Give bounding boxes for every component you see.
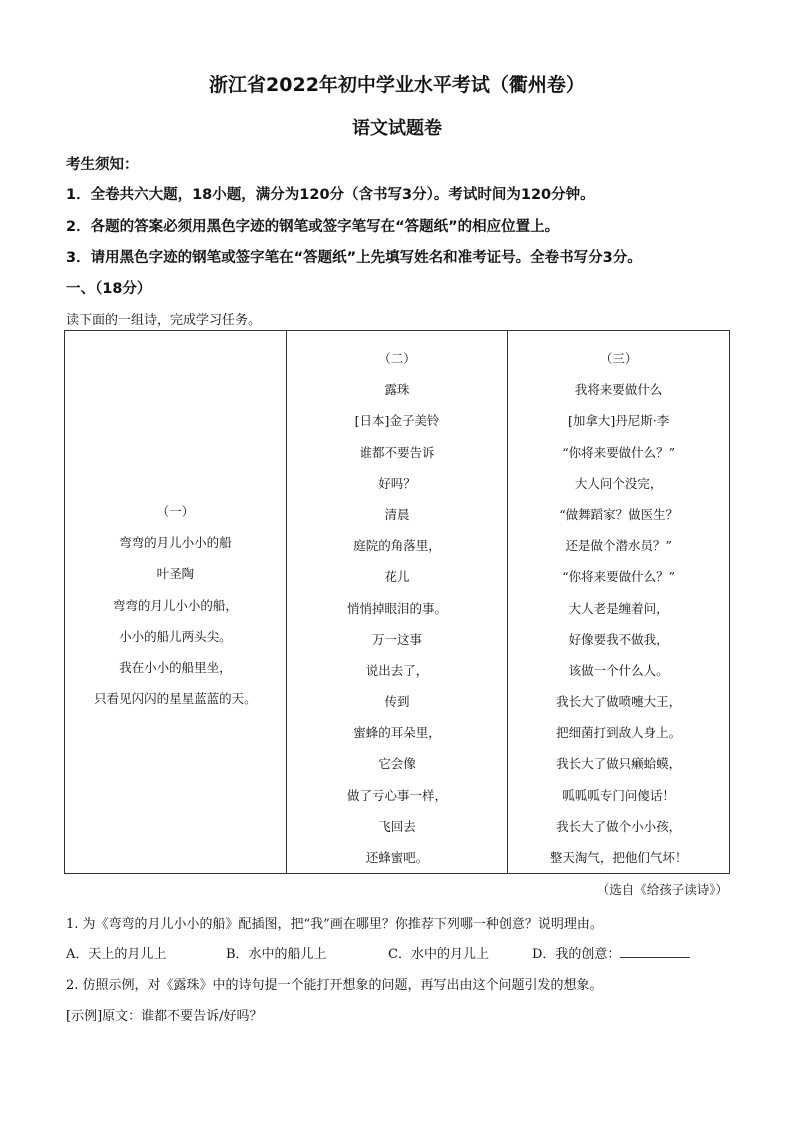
reading-intro: 读下面的一组诗，完成学习任务。 [66, 313, 262, 328]
poem-line: 清晨 [384, 506, 410, 522]
option-c: C．水中的月儿上 [388, 947, 489, 962]
poem-line: （二） [378, 351, 416, 366]
poem-2 [287, 331, 508, 873]
poem-line: 整天淘气，把他们气坏！ [549, 850, 688, 865]
poem-line: 还蜂蜜吧。 [365, 850, 429, 865]
poem-line: 呱呱呱专门问傻话！ [562, 787, 675, 803]
notice-item: 2．各题的答案必须用黑色字迹的钢笔或签字笔写在“答题纸”的相应位置上。 [66, 219, 560, 235]
poem-line: 飞回去 [378, 818, 416, 834]
poem-line: [日本]金子美铃 [354, 413, 440, 429]
poem-line: 庭院的角落里， [353, 538, 441, 554]
question-1: 1. 为《弯弯的月儿小小的船》配插图，把“我”画在哪里？你推荐下列哪一种创意？说明理由。 [66, 917, 603, 932]
poem-line: （三） [599, 351, 638, 366]
poem-line: “你将来要做什么？” [562, 569, 676, 585]
poem-line: 我在小小的船里坐， [119, 659, 232, 675]
poem-line: 弯弯的月儿小小的船， [112, 597, 238, 613]
paper-subtitle: 语文试题卷 [352, 118, 442, 139]
answer-blank[interactable] [620, 945, 690, 958]
poem-line: 花儿 [384, 569, 410, 585]
poem-table [64, 330, 730, 874]
poem-line: 小小的船儿两头尖。 [119, 628, 232, 644]
poem-line: 我长大了做喷嚏大王， [556, 694, 682, 710]
poem-cell-3 [508, 331, 730, 874]
exam-title: 浙江省2022年初中学业水平考试（衢州卷） [209, 74, 585, 96]
poem-line: “你将来要做什么？” [562, 444, 676, 460]
poem-cell-2 [286, 331, 508, 874]
poem-line: （一） [156, 504, 195, 519]
poem-line: 说出去了， [365, 662, 429, 678]
section-title: 一、（18分） [66, 281, 152, 297]
poem-line: 做了亏心事一样， [346, 787, 447, 803]
poem-line: 我长大了做个小小孩， [556, 818, 682, 834]
poem-cell-1 [65, 331, 287, 874]
poem-line: 弯弯的月儿小小的船 [119, 535, 232, 551]
option-d: D．我的创意： [532, 947, 621, 962]
poem-line: 谁都不要告诉 [359, 444, 435, 460]
option-a: A．天上的月儿上 [66, 947, 167, 962]
poem-line: 露珠 [384, 382, 410, 398]
poem-line: 好吗？ [378, 475, 416, 491]
poem-line: 好像要我不做我， [568, 631, 669, 647]
example-text: [示例]原文：谁都不要告诉/好吗？ [66, 1009, 263, 1024]
poem-source: （选自《给孩子读诗》） [596, 882, 728, 897]
poem-line: 叶圣陶 [156, 566, 195, 582]
poem-line: “做舞蹈家？做医生？ [559, 506, 679, 522]
notice-item: 3．请用黑色字迹的钢笔或签字笔在“答题纸”上先填写姓名和准考证号。全卷书写分3分。 [66, 250, 642, 266]
poem-1 [65, 331, 286, 714]
poem-line: 大人老是缠着问， [568, 600, 669, 616]
question-1-options [66, 943, 690, 962]
poem-line: 它会像 [378, 756, 416, 772]
poem-line: 把细菌打到敌人身上。 [556, 725, 682, 741]
notice-heading: 考生须知： [66, 157, 139, 173]
option-b: B．水中的船儿上 [226, 947, 327, 962]
poem-line: [加拿大]丹尼斯·李 [568, 413, 670, 429]
poem-line: 大人问个没完， [574, 475, 663, 491]
poem-line: 只看见闪闪的星星蓝蓝的天。 [94, 691, 257, 707]
notice-item: 1．全卷共六大题，18小题，满分为120分（含书写3分）。考试时间为120分钟。 [66, 187, 595, 203]
poem-line: 悄悄掉眼泪的事。 [346, 600, 447, 616]
poem-line: 该做一个什么人。 [568, 662, 669, 678]
poem-line: 万一这事 [371, 631, 422, 647]
poem-line: 蜜蜂的耳朵里， [353, 725, 441, 741]
poem-line: 传到 [384, 694, 410, 710]
poem-3 [508, 331, 729, 873]
poem-line: 我将来要做什么 [574, 382, 663, 398]
poem-line: 我长大了做只癞蛤蟆， [556, 756, 682, 772]
question-2: 2. 仿照示例，对《露珠》中的诗句提一个能打开想象的问题，再写出由这个问题引发的想象。 [66, 978, 603, 993]
poem-line: 还是做个潜水员？” [565, 538, 672, 554]
